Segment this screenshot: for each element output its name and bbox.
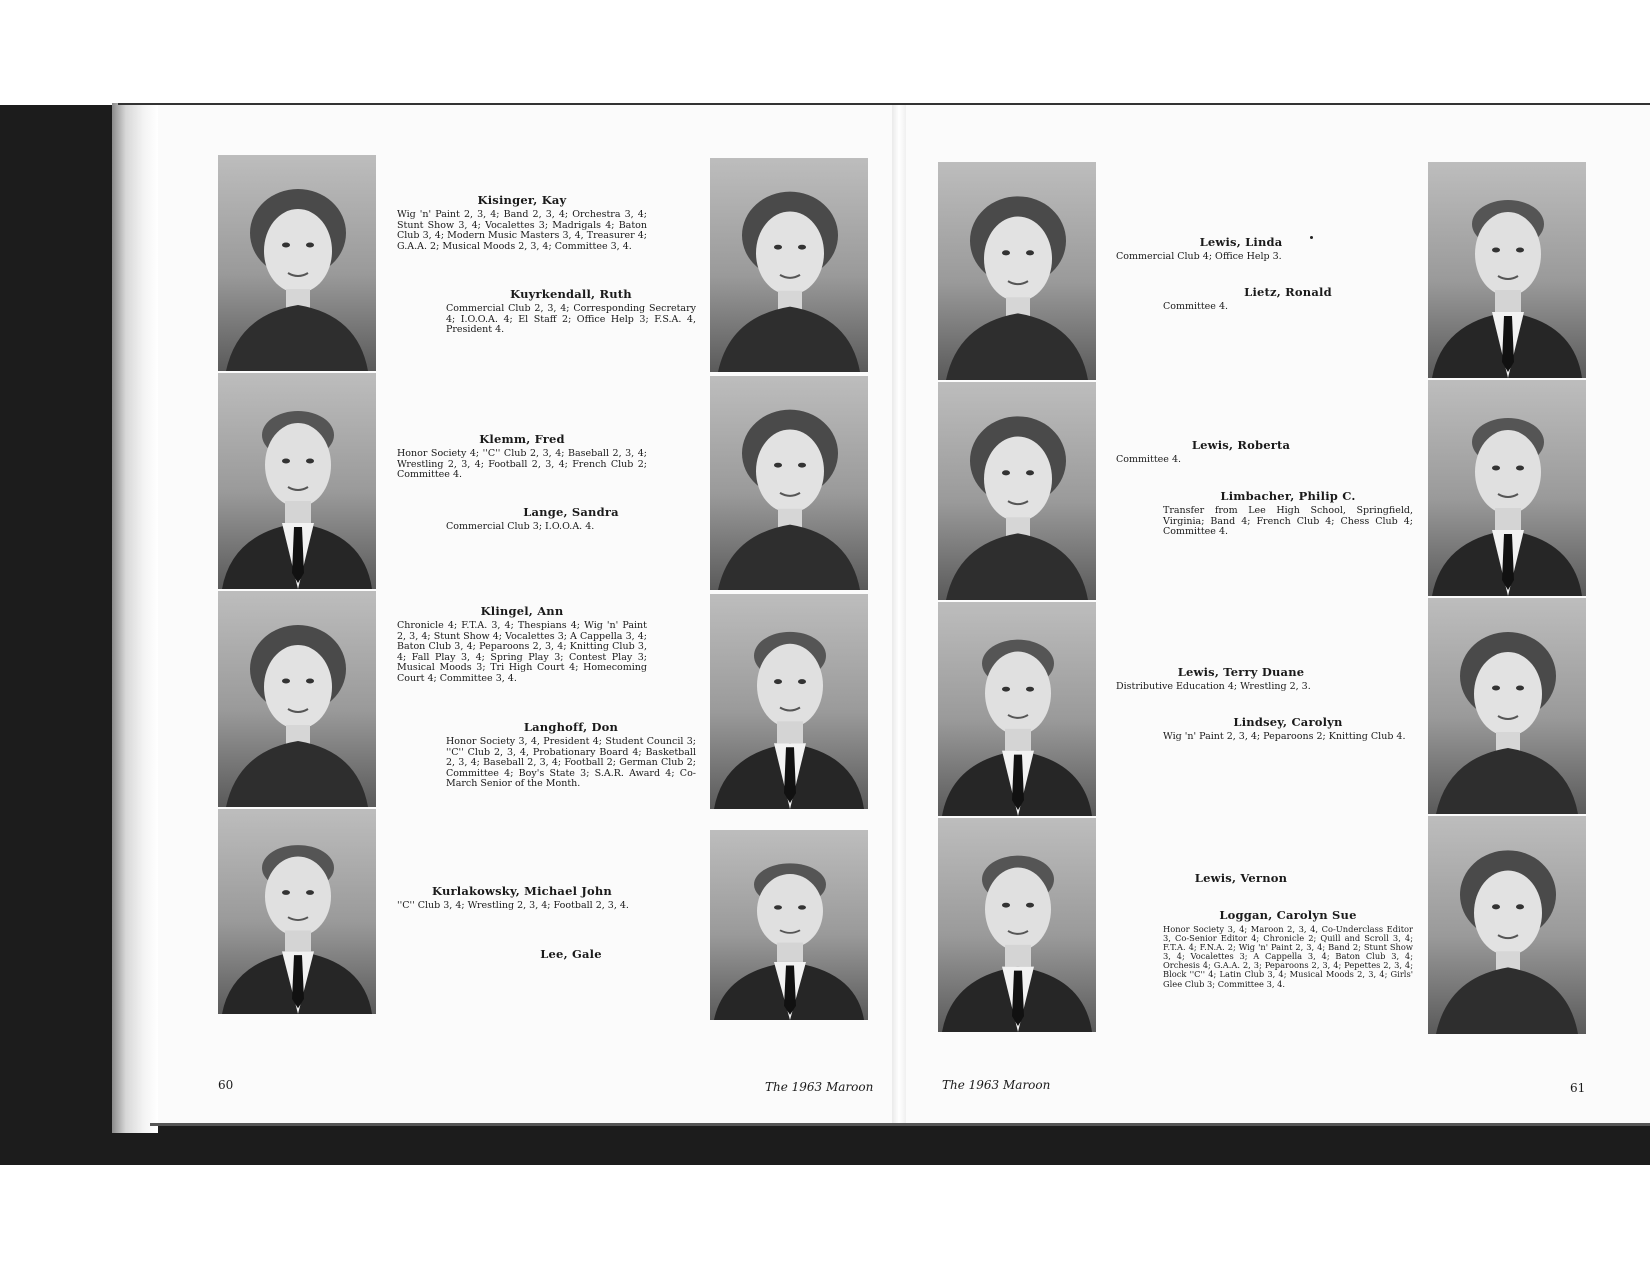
senior-entry xyxy=(446,287,696,336)
portrait-kisinger-kay xyxy=(218,155,376,371)
student-name: Kisinger, Kay xyxy=(477,193,567,207)
student-name: Lee, Gale xyxy=(540,947,602,961)
student-activities: Committee 4. xyxy=(1163,301,1229,312)
student-activities: Wig 'n' Paint 2, 3, 4; Peparoons 2; Knitting Club 4. xyxy=(1163,731,1406,742)
portrait-langhoff-don xyxy=(710,594,868,809)
portrait-lange-sandra xyxy=(710,376,868,590)
student-name: Lietz, Ronald xyxy=(1244,285,1332,299)
senior-entry xyxy=(397,884,647,912)
student-activities: Honor Society 4; ''C'' Club 2, 3, 4; Baseball 2, 3, 4; Wrestling 2, 3, 4; Football 2, 3, 4; French Club 2; Committee 4. xyxy=(397,448,647,481)
portrait-loggan-carolyn xyxy=(1428,816,1586,1034)
top-edge xyxy=(118,103,1650,105)
page-number-left: 60 xyxy=(218,1078,234,1092)
portrait-lewis-terry xyxy=(938,602,1096,816)
senior-entry xyxy=(1116,438,1366,466)
student-activities: Wig 'n' Paint 2, 3, 4; Band 2, 3, 4; Orchestra 3, 4; Stunt Show 3, 4; Vocalettes 3; Madrigals 4; Baton Club 3, 4; Modern Music Masters 3, 4, Treasurer 4; G.A.A. 2; Musical Moods 2, 3, 4; Committee 3, 4. xyxy=(397,209,647,252)
student-activities: Commercial Club 4; Office Help 3. xyxy=(1116,251,1282,262)
student-name: Lewis, Vernon xyxy=(1194,871,1288,885)
senior-entry xyxy=(1116,235,1366,263)
senior-entry xyxy=(397,193,647,252)
senior-entry xyxy=(446,720,696,790)
portrait-kurlakowsky-michael xyxy=(218,809,376,1014)
student-name: Klemm, Fred xyxy=(479,432,565,446)
student-name: Kuyrkendall, Ruth xyxy=(510,287,632,301)
portrait-lewis-vernon xyxy=(938,818,1096,1032)
student-name: Kurlakowsky, Michael John xyxy=(432,884,612,898)
senior-entry xyxy=(1163,908,1413,989)
student-activities: Honor Society 3, 4, President 4; Student Council 3; ''C'' Club 2, 3, 4, Probationary Board 4; Basketball 2, 3, 4; Baseball 2, 3, 4; Football 2; German Club 2; Committee 4; Boy's State 3; S.A.R. Award 4; Co-March Senior of the Month. xyxy=(446,736,696,790)
portrait-lietz-ronald xyxy=(1428,162,1586,378)
student-activities: Honor Society 3, 4; Maroon 2, 3, 4, Co-Underclass Editor 3, Co-Senior Editor 4; Chronicle 2; Quill and Scroll 3, 4; F.T.A. 4; F.N.A. 2; Wig 'n' Paint 2, 3, 4; Band 2; Stunt Show 3, 4; Vocalettes 3; A Cappella 3, 4; Baton Club 3, 4; Orchesis 4; G.A.A. 2, 3; Peparoons 2, 3, 4; Pepettes 2, 3, 4; Block ''C'' 4; Latin Club 3, 4; Musical Moods 2, 3, 4; Girls' Glee Club 3; Committee 3, 4. xyxy=(1163,924,1413,989)
senior-entry xyxy=(1116,871,1366,888)
student-name: Lewis, Roberta xyxy=(1191,438,1291,452)
page-number-right: 61 xyxy=(1570,1081,1586,1095)
running-title-right: The 1963 Maroon xyxy=(942,1078,1051,1092)
student-name: Lewis, Linda xyxy=(1199,235,1283,249)
student-name: Langhoff, Don xyxy=(523,720,619,734)
student-name: Lewis, Terry Duane xyxy=(1177,665,1305,679)
portrait-klingel-ann xyxy=(218,591,376,807)
student-name: Klingel, Ann xyxy=(480,604,564,618)
senior-entry xyxy=(397,432,647,481)
senior-entry xyxy=(1163,489,1413,538)
binding-edge xyxy=(112,103,158,1133)
senior-entry xyxy=(1116,665,1366,693)
student-activities: Committee 4. xyxy=(1116,454,1182,465)
student-activities: Chronicle 4; F.T.A. 3, 4; Thespians 4; Wig 'n' Paint 2, 3, 4; Stunt Show 4; Vocalettes 3; A Cappella 3, 4; Baton Club 3, 4; Peparoons 2, 3, 4; Knitting Club 3, 4; Fall Play 3, 4; Spring Play 3; Contest Play 3; Musical Moods 3; Tri High Court 4; Homecoming Court 4; Committee 3, 4. xyxy=(397,620,647,684)
portrait-lindsey-carolyn xyxy=(1428,598,1586,814)
portrait-lee-gale xyxy=(710,830,868,1020)
student-activities: Transfer from Lee High School, Springfield, Virginia; Band 4; French Club 4; Chess Club 4; Committee 4. xyxy=(1163,505,1413,538)
student-name: Loggan, Carolyn Sue xyxy=(1219,908,1357,922)
portrait-limbacher-philip xyxy=(1428,380,1586,596)
portrait-lewis-roberta xyxy=(938,382,1096,600)
student-activities: Commercial Club 3; I.O.O.A. 4. xyxy=(446,521,595,532)
student-activities: Commercial Club 2, 3, 4; Corresponding Secretary 4; I.O.O.A. 4; El Staff 2; Office Help 3; F.S.A. 4, President 4. xyxy=(446,303,696,336)
running-title-left: The 1963 Maroon xyxy=(765,1080,874,1094)
senior-entry xyxy=(1163,715,1413,743)
student-name: Limbacher, Philip C. xyxy=(1220,489,1356,503)
bottom-edge xyxy=(150,1123,1650,1126)
student-activities: Distributive Education 4; Wrestling 2, 3. xyxy=(1116,681,1311,692)
spine-gutter xyxy=(892,103,906,1123)
senior-entry xyxy=(397,604,647,685)
student-name: Lange, Sandra xyxy=(523,505,619,519)
print-speck xyxy=(1310,236,1313,239)
senior-entry xyxy=(446,505,696,533)
portrait-lewis-linda xyxy=(938,162,1096,380)
portrait-klemm-fred xyxy=(218,373,376,589)
senior-entry xyxy=(1163,285,1413,313)
senior-entry xyxy=(446,947,696,964)
student-activities: ''C'' Club 3, 4; Wrestling 2, 3, 4; Football 2, 3, 4. xyxy=(397,900,629,911)
portrait-kuyrkendall-ruth xyxy=(710,158,868,372)
student-name: Lindsey, Carolyn xyxy=(1233,715,1343,729)
